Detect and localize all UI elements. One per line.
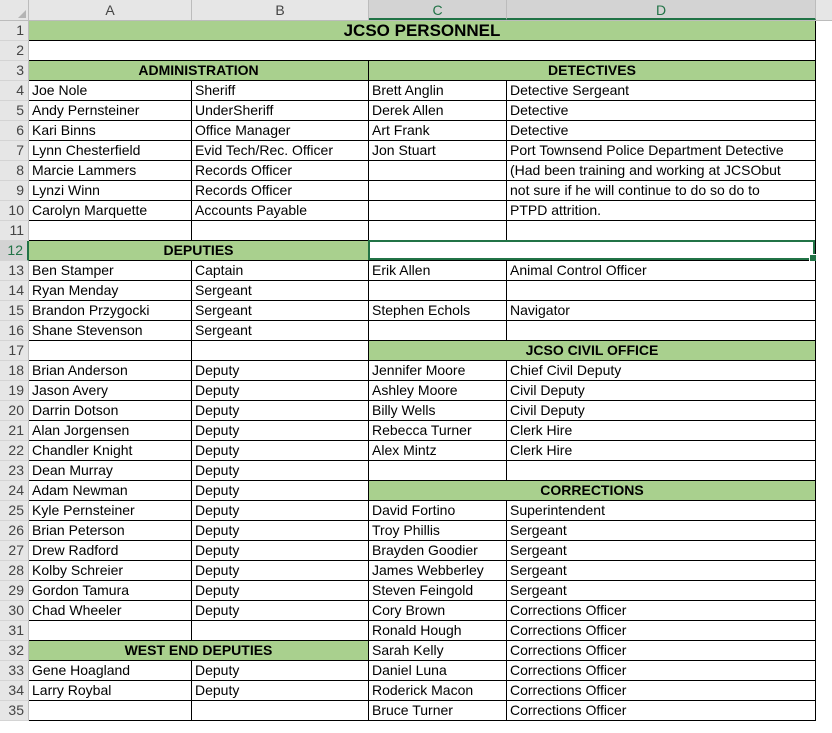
- cell-b22[interactable]: Deputy: [192, 441, 369, 461]
- row-header-30[interactable]: 30: [0, 601, 29, 621]
- cell-c11[interactable]: [369, 221, 507, 241]
- cell-d11[interactable]: [507, 221, 816, 241]
- cell-a30[interactable]: Chad Wheeler: [29, 601, 192, 621]
- cell-c27[interactable]: Brayden Goodier: [369, 541, 507, 561]
- cell-d22[interactable]: Clerk Hire: [507, 441, 816, 461]
- sheet-row-18: [0, 361, 832, 381]
- sheet-row-9: [0, 181, 832, 201]
- cell-a27[interactable]: Drew Radford: [29, 541, 192, 561]
- cell-d25[interactable]: Superintendent: [507, 501, 816, 521]
- row-header-9[interactable]: 9: [0, 181, 29, 201]
- cell-a24[interactable]: Adam Newman: [29, 481, 192, 501]
- row-header-13[interactable]: 13: [0, 261, 29, 281]
- row-header-4[interactable]: 4: [0, 81, 29, 101]
- cell-c16[interactable]: [369, 321, 507, 341]
- cell-a28[interactable]: Kolby Schreier: [29, 561, 192, 581]
- cell-d33[interactable]: Corrections Officer: [507, 661, 816, 681]
- sheet-row-34: [0, 681, 832, 701]
- cell-c34[interactable]: Roderick Macon: [369, 681, 507, 701]
- cell-c23[interactable]: [369, 461, 507, 481]
- sheet-row-29: [0, 581, 832, 601]
- cell-a2[interactable]: [29, 41, 816, 61]
- sheet-row-14: [0, 281, 832, 301]
- section-header-c24[interactable]: CORRECTIONS: [369, 481, 816, 501]
- cell-a23[interactable]: Dean Murray: [29, 461, 192, 481]
- sheet-row-16: [0, 321, 832, 341]
- row-header-27[interactable]: 27: [0, 541, 29, 561]
- row-header-29[interactable]: 29: [0, 581, 29, 601]
- cell-a18[interactable]: Brian Anderson: [29, 361, 192, 381]
- cell-a21[interactable]: Alan Jorgensen: [29, 421, 192, 441]
- cell-c20[interactable]: Billy Wells: [369, 401, 507, 421]
- row-header-17[interactable]: 17: [0, 341, 29, 361]
- sheet-row-6: [0, 121, 832, 141]
- cell-b13[interactable]: Captain: [192, 261, 369, 281]
- cell-b7[interactable]: Evid Tech/Rec. Officer: [192, 141, 369, 161]
- sheet-row-28: [0, 561, 832, 581]
- column-header-c[interactable]: C: [369, 0, 507, 20]
- row-header-8[interactable]: 8: [0, 161, 29, 181]
- sheet-row-20: [0, 401, 832, 421]
- selection-outline: [368, 240, 815, 260]
- cell-d26[interactable]: Sergeant: [507, 521, 816, 541]
- cell-c6[interactable]: Art Frank: [369, 121, 507, 141]
- cell-c19[interactable]: Ashley Moore: [369, 381, 507, 401]
- cell-d9[interactable]: not sure if he will continue to do so do to: [507, 181, 816, 201]
- section-header-a32[interactable]: WEST END DEPUTIES: [29, 641, 369, 661]
- cell-d10[interactable]: PTPD attrition.: [507, 201, 816, 221]
- select-all-triangle-icon: [18, 10, 26, 18]
- section-header-a1[interactable]: JCSO PERSONNEL: [29, 21, 816, 41]
- cell-a35[interactable]: [29, 701, 192, 721]
- cell-a11[interactable]: [29, 221, 192, 241]
- row-header-23[interactable]: 23: [0, 461, 29, 481]
- cell-c4[interactable]: Brett Anglin: [369, 81, 507, 101]
- row-header-2[interactable]: 2: [0, 41, 29, 61]
- cell-b6[interactable]: Office Manager: [192, 121, 369, 141]
- cell-d7[interactable]: Port Townsend Police Department Detective: [507, 141, 816, 161]
- cell-b24[interactable]: Deputy: [192, 481, 369, 501]
- sheet-row-19: [0, 381, 832, 401]
- sheet-row-2: [0, 41, 832, 61]
- sheet-row-22: [0, 441, 832, 461]
- row-header-1[interactable]: 1: [0, 21, 29, 41]
- cell-a20[interactable]: Darrin Dotson: [29, 401, 192, 421]
- cell-c8[interactable]: [369, 161, 507, 181]
- cell-c5[interactable]: Derek Allen: [369, 101, 507, 121]
- cell-a19[interactable]: Jason Avery: [29, 381, 192, 401]
- row-header-25[interactable]: 25: [0, 501, 29, 521]
- cell-c29[interactable]: Steven Feingold: [369, 581, 507, 601]
- sheet-row-23: [0, 461, 832, 481]
- cell-d5[interactable]: Detective: [507, 101, 816, 121]
- column-header-b[interactable]: B: [192, 0, 369, 20]
- cell-b16[interactable]: Sergeant: [192, 321, 369, 341]
- cell-d34[interactable]: Corrections Officer: [507, 681, 816, 701]
- cell-b5[interactable]: UnderSheriff: [192, 101, 369, 121]
- cell-b11[interactable]: [192, 221, 369, 241]
- sheet-row-13: [0, 261, 832, 281]
- cell-c21[interactable]: Rebecca Turner: [369, 421, 507, 441]
- row-header-15[interactable]: 15: [0, 301, 29, 321]
- row-header-33[interactable]: 33: [0, 661, 29, 681]
- cell-b19[interactable]: Deputy: [192, 381, 369, 401]
- cell-a10[interactable]: Carolyn Marquette: [29, 201, 192, 221]
- cell-d28[interactable]: Sergeant: [507, 561, 816, 581]
- cell-b20[interactable]: Deputy: [192, 401, 369, 421]
- cell-d32[interactable]: Corrections Officer: [507, 641, 816, 661]
- sheet-row-32: [0, 641, 832, 661]
- row-header-22[interactable]: 22: [0, 441, 29, 461]
- cell-c7[interactable]: Jon Stuart: [369, 141, 507, 161]
- row-header-11[interactable]: 11: [0, 221, 29, 241]
- cell-c32[interactable]: Sarah Kelly: [369, 641, 507, 661]
- row-header-3[interactable]: 3: [0, 61, 29, 81]
- cell-d14[interactable]: [507, 281, 816, 301]
- cell-d8[interactable]: (Had been training and working at JCSObut: [507, 161, 816, 181]
- cell-b9[interactable]: Records Officer: [192, 181, 369, 201]
- cell-a9[interactable]: Lynzi Winn: [29, 181, 192, 201]
- sheet-row-30: [0, 601, 832, 621]
- cell-b26[interactable]: Deputy: [192, 521, 369, 541]
- cell-a25[interactable]: Kyle Pernsteiner: [29, 501, 192, 521]
- cell-a16[interactable]: Shane Stevenson: [29, 321, 192, 341]
- cell-b14[interactable]: Sergeant: [192, 281, 369, 301]
- cell-d30[interactable]: Corrections Officer: [507, 601, 816, 621]
- section-header-a3[interactable]: ADMINISTRATION: [29, 61, 369, 81]
- cell-c35[interactable]: Bruce Turner: [369, 701, 507, 721]
- cell-a22[interactable]: Chandler Knight: [29, 441, 192, 461]
- sheet-row-11: [0, 221, 832, 241]
- sheet-row-17: [0, 341, 832, 361]
- cell-b33[interactable]: Deputy: [192, 661, 369, 681]
- cell-d15[interactable]: Navigator: [507, 301, 816, 321]
- select-all-corner[interactable]: [0, 0, 29, 20]
- cell-c28[interactable]: James Webberley: [369, 561, 507, 581]
- row-header-10[interactable]: 10: [0, 201, 29, 221]
- cell-c30[interactable]: Cory Brown: [369, 601, 507, 621]
- cell-b35[interactable]: [192, 701, 369, 721]
- cell-a13[interactable]: Ben Stamper: [29, 261, 192, 281]
- cell-b28[interactable]: Deputy: [192, 561, 369, 581]
- cell-b27[interactable]: Deputy: [192, 541, 369, 561]
- sheet-row-3: [0, 61, 832, 81]
- sheet-row-26: [0, 521, 832, 541]
- cell-d4[interactable]: Detective Sergeant: [507, 81, 816, 101]
- cell-a4[interactable]: Joe Nole: [29, 81, 192, 101]
- sheet-row-10: [0, 201, 832, 221]
- row-header-6[interactable]: 6: [0, 121, 29, 141]
- row-header-7[interactable]: 7: [0, 141, 29, 161]
- cell-b31[interactable]: [192, 621, 369, 641]
- sheet-row-35: [0, 701, 832, 721]
- cell-a14[interactable]: Ryan Menday: [29, 281, 192, 301]
- cell-d13[interactable]: Animal Control Officer: [507, 261, 816, 281]
- cell-a31[interactable]: [29, 621, 192, 641]
- cell-c31[interactable]: Ronald Hough: [369, 621, 507, 641]
- cell-d27[interactable]: Sergeant: [507, 541, 816, 561]
- section-header-a12[interactable]: DEPUTIES: [29, 241, 369, 261]
- cell-b23[interactable]: Deputy: [192, 461, 369, 481]
- row-header-12[interactable]: 12: [0, 241, 29, 261]
- sheet-row-21: [0, 421, 832, 441]
- sheet-row-24: [0, 481, 832, 501]
- cell-c14[interactable]: [369, 281, 507, 301]
- cell-c18[interactable]: Jennifer Moore: [369, 361, 507, 381]
- row-header-19[interactable]: 19: [0, 381, 29, 401]
- row-header-34[interactable]: 34: [0, 681, 29, 701]
- section-header-c17[interactable]: JCSO CIVIL OFFICE: [369, 341, 816, 361]
- row-header-16[interactable]: 16: [0, 321, 29, 341]
- row-header-14[interactable]: 14: [0, 281, 29, 301]
- cell-c22[interactable]: Alex Mintz: [369, 441, 507, 461]
- cell-d29[interactable]: Sergeant: [507, 581, 816, 601]
- cell-a34[interactable]: Larry Roybal: [29, 681, 192, 701]
- cell-b8[interactable]: Records Officer: [192, 161, 369, 181]
- cell-c26[interactable]: Troy Phillis: [369, 521, 507, 541]
- cell-d35[interactable]: Corrections Officer: [507, 701, 816, 721]
- cell-c25[interactable]: David Fortino: [369, 501, 507, 521]
- cell-b30[interactable]: Deputy: [192, 601, 369, 621]
- row-header-31[interactable]: 31: [0, 621, 29, 641]
- cell-a7[interactable]: Lynn Chesterfield: [29, 141, 192, 161]
- cell-d16[interactable]: [507, 321, 816, 341]
- cell-b25[interactable]: Deputy: [192, 501, 369, 521]
- cell-b21[interactable]: Deputy: [192, 421, 369, 441]
- row-header-28[interactable]: 28: [0, 561, 29, 581]
- sheet-row-15: [0, 301, 832, 321]
- cell-c33[interactable]: Daniel Luna: [369, 661, 507, 681]
- cell-d19[interactable]: Civil Deputy: [507, 381, 816, 401]
- sheet-row-33: [0, 661, 832, 681]
- sheet-row-7: [0, 141, 832, 161]
- cell-a17[interactable]: [29, 341, 192, 361]
- cell-b10[interactable]: Accounts Payable: [192, 201, 369, 221]
- cell-b15[interactable]: Sergeant: [192, 301, 369, 321]
- row-header-5[interactable]: 5: [0, 101, 29, 121]
- cell-a33[interactable]: Gene Hoagland: [29, 661, 192, 681]
- cell-d31[interactable]: Corrections Officer: [507, 621, 816, 641]
- row-header-20[interactable]: 20: [0, 401, 29, 421]
- sheet-row-25: [0, 501, 832, 521]
- cell-a8[interactable]: Marcie Lammers: [29, 161, 192, 181]
- row-header-18[interactable]: 18: [0, 361, 29, 381]
- cell-b34[interactable]: Deputy: [192, 681, 369, 701]
- cell-d20[interactable]: Civil Deputy: [507, 401, 816, 421]
- cell-d6[interactable]: Detective: [507, 121, 816, 141]
- row-header-26[interactable]: 26: [0, 521, 29, 541]
- cell-a26[interactable]: Brian Peterson: [29, 521, 192, 541]
- column-header-a[interactable]: A: [29, 0, 192, 20]
- cell-c13[interactable]: Erik Allen: [369, 261, 507, 281]
- cell-a5[interactable]: Andy Pernsteiner: [29, 101, 192, 121]
- sheet-row-31: [0, 621, 832, 641]
- sheet-row-1: [0, 21, 832, 41]
- section-header-c3[interactable]: DETECTIVES: [369, 61, 816, 81]
- cell-b29[interactable]: Deputy: [192, 581, 369, 601]
- cell-a29[interactable]: Gordon Tamura: [29, 581, 192, 601]
- cell-a15[interactable]: Brandon Przygocki: [29, 301, 192, 321]
- row-header-32[interactable]: 32: [0, 641, 29, 661]
- cell-b17[interactable]: [192, 341, 369, 361]
- cell-d21[interactable]: Clerk Hire: [507, 421, 816, 441]
- cell-c12[interactable]: [369, 241, 816, 261]
- cell-d23[interactable]: [507, 461, 816, 481]
- cell-b18[interactable]: Deputy: [192, 361, 369, 381]
- cell-c10[interactable]: [369, 201, 507, 221]
- cell-c15[interactable]: Stephen Echols: [369, 301, 507, 321]
- sheet-row-4: [0, 81, 832, 101]
- sheet-row-27: [0, 541, 832, 561]
- sheet-row-12: [0, 241, 832, 261]
- row-header-24[interactable]: 24: [0, 481, 29, 501]
- cell-d18[interactable]: Chief Civil Deputy: [507, 361, 816, 381]
- cell-b4[interactable]: Sheriff: [192, 81, 369, 101]
- cell-c9[interactable]: [369, 181, 507, 201]
- sheet-row-5: [0, 101, 832, 121]
- column-header-d[interactable]: D: [507, 0, 816, 20]
- row-header-35[interactable]: 35: [0, 701, 29, 721]
- cell-a6[interactable]: Kari Binns: [29, 121, 192, 141]
- sheet-row-8: [0, 161, 832, 181]
- column-header-row: [0, 0, 832, 21]
- row-header-21[interactable]: 21: [0, 421, 29, 441]
